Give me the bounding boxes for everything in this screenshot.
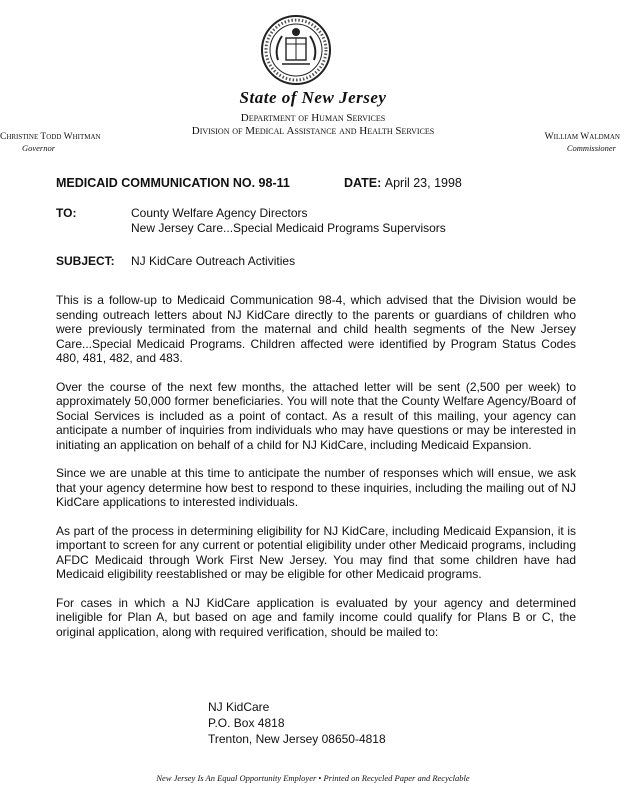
division-name: Division of Medical Assistance and Health Services [191, 125, 435, 137]
commissioner-name: William Waldman [544, 132, 620, 142]
address-line: P.O. Box 4818 [208, 716, 285, 730]
to-recipient: New Jersey Care...Special Medicaid Programs Supervisors [131, 221, 446, 235]
communication-label: MEDICAID COMMUNICATION NO. [56, 176, 256, 190]
date-label: DATE: [344, 176, 382, 190]
communication-number: 98-11 [258, 176, 290, 190]
communication-line [56, 176, 576, 190]
address-line: NJ KidCare [208, 700, 270, 714]
to-recipient: County Welfare Agency Directors [131, 206, 308, 220]
commissioner-title: Commissioner [566, 143, 616, 153]
footer [0, 773, 626, 783]
date-group [344, 176, 462, 190]
governor-name: Christine Todd Whitman [0, 132, 101, 142]
governor-block [0, 132, 101, 153]
to-label: TO: [56, 206, 77, 220]
subject-text: NJ KidCare Outreach Activities [131, 254, 296, 268]
body-paragraph: This is a follow-up to Medicaid Communication 98-4, which advised that the Division would be sending outreach letters about NJ KidCare directly to the parents or guardians of children who were previously terminated from the maternal and child health segments of the New Jersey Care...Special Medicaid Programs. Children affected were identified by Program Status Codes 480, 481, 482, and 483. [56, 293, 576, 365]
commissioner-block [545, 132, 620, 153]
state-name: State of New Jersey [239, 88, 387, 107]
body-paragraph: Since we are unable at this time to anticipate the number of responses which will ensue, we ask that your agency determine how best to respond to these inquiries, including the mailing out of NJ KidCare applications to interested individuals. [56, 466, 576, 509]
body-paragraph: For cases in which a NJ KidCare application is evaluated by your agency and determined ineligible for Plan A, but based on age and family income could qualify for Plans B or C, the original application, along with required verification, should be mailed to: [56, 595, 576, 639]
footer-separator: • [318, 773, 322, 783]
letterhead [0, 88, 626, 138]
address-line: Trenton, New Jersey 08650-4818 [208, 732, 386, 746]
governor-title: Governor [22, 143, 56, 153]
date-value: April 23, 1998 [384, 176, 462, 190]
state-seal-icon [260, 14, 332, 86]
to-recipients [131, 206, 571, 236]
footer-text: New Jersey Is An Equal Opportunity Employer [156, 773, 317, 783]
mailing-address [208, 699, 508, 747]
department-name: Department of Human Services [240, 112, 386, 124]
body-paragraph: Over the course of the next few months, the attached letter will be sent (2,500 per week) to approximately 50,000 former beneficiaries. You will note that the County Welfare Agency/Board of Social Services is included as a point of contact. As a result of this mailing, your agency can anticipate a number of inquiries from individuals who may have questions or may be interested in initiating an application on behalf of a child for NJ KidCare, including Medicaid Expansion. [56, 379, 576, 452]
body-paragraph: As part of the process in determining eligibility for NJ KidCare, including Medicaid Expansion, it is important to screen for any current or potential eligibility under other Medicaid programs, including AFDC Medicaid through Work First New Jersey. You may find that some children have had Medicaid eligibility reestablished or may be eligible for other Medicaid programs. [56, 523, 576, 581]
letter-body [56, 293, 576, 653]
subject-label: SUBJECT: [56, 254, 115, 268]
footer-text: Printed on Recycled Paper and Recyclable [323, 773, 470, 783]
